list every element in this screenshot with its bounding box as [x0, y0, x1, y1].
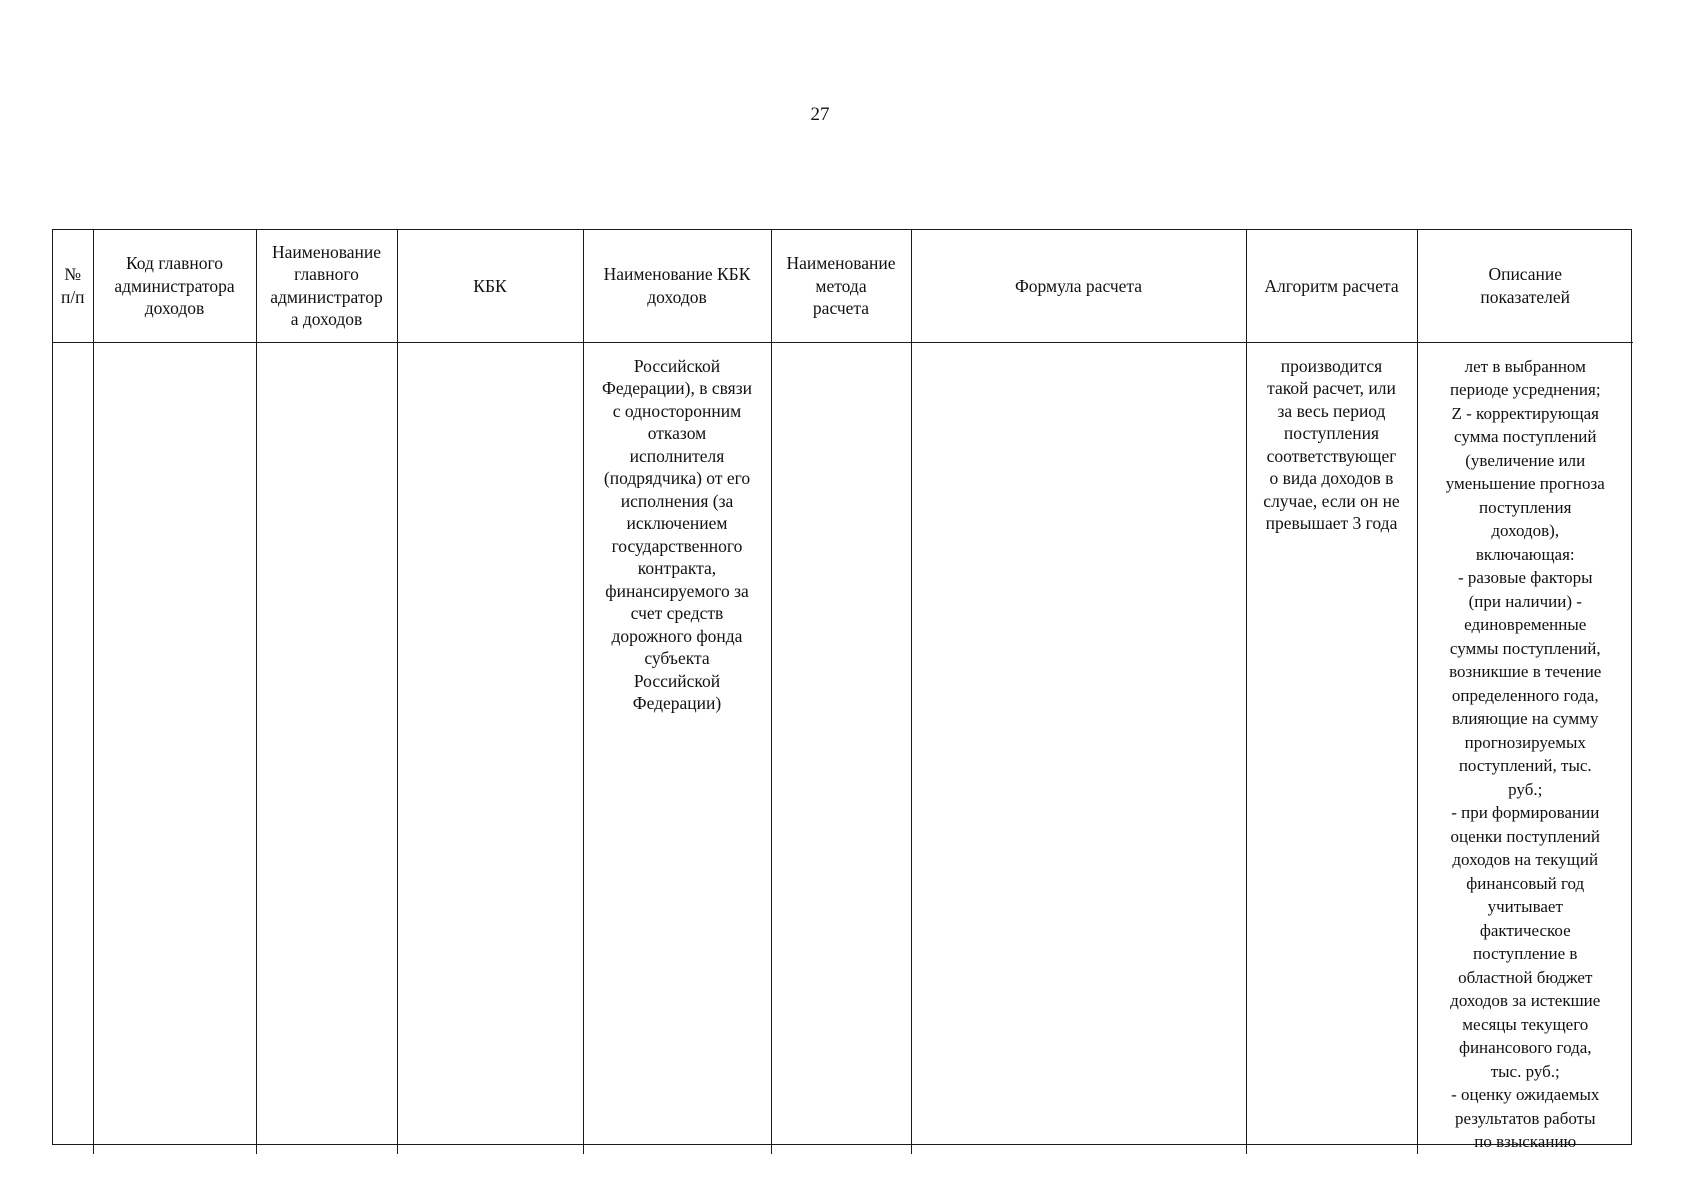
- header-algorithm-text: Алгоритм расчета: [1264, 275, 1399, 296]
- cell-admin-name: [256, 342, 397, 1154]
- cell-kbk-name-text: Российской Федерации), в связи с односторонним отказом исполнителя (подрядчика) от его исполнения (за исключением государственного контракта, финансируемого за счет средств дорожного фонда субъекта Российской Федерации): [602, 355, 752, 713]
- table: [53, 230, 1633, 1154]
- page-number: 27: [810, 104, 830, 125]
- cell-description-text: лет в выбранном периоде усреднения; Z - корректирующая сумма поступлений (увеличение или уменьшение прогноза поступления доходов), включающая: - разовые факторы (при наличии) - единовременные суммы поступлений, возникшие в течение определенного года, влияющие на сумму прогнозируемых поступлений, тыс. руб.; - при формировании оценки поступлений доходов на текущий финансовый год учитывает фактическое поступление в областной бюджет доходов за истекшие месяцы текущего финансового года, тыс. руб.; - оценку ожидаемых результатов работы по взысканию: [1445, 356, 1605, 1151]
- revenue-method-table: [52, 229, 1632, 1151]
- header-description: [1417, 230, 1633, 342]
- header-admin-name: [256, 230, 397, 342]
- header-kbk-name: [583, 230, 771, 342]
- cell-kbk-name: [583, 342, 771, 1154]
- header-method-name-text: Наименование метода расчета: [786, 253, 896, 318]
- cell-kbk: [397, 342, 583, 1154]
- cell-num: [53, 342, 93, 1154]
- header-admin-code-text: Код главного администратора доходов: [114, 253, 235, 318]
- header-formula: [911, 230, 1246, 342]
- header-admin-name-text: Наименование главного администратор а доходов: [270, 241, 383, 330]
- cell-algorithm-text: производится такой расчет, или за весь период поступления соответствующег о вида доходов в случае, если он не превышает 3 года: [1263, 355, 1400, 533]
- header-admin-code: [93, 230, 256, 342]
- header-kbk: [397, 230, 583, 342]
- cell-admin-code: [93, 342, 256, 1154]
- table-row: [53, 342, 1633, 1154]
- header-row: [53, 230, 1633, 342]
- cell-algorithm: [1246, 342, 1417, 1154]
- cell-description: [1417, 342, 1633, 1154]
- header-algorithm: [1246, 230, 1417, 342]
- header-kbk-name-text: Наименование КБК доходов: [603, 264, 751, 307]
- header-formula-text: Формула расчета: [1014, 275, 1143, 296]
- header-description-text: Описание показателей: [1480, 264, 1571, 307]
- header-num: [53, 230, 93, 342]
- cell-method-name: [771, 342, 911, 1154]
- header-kbk-text: КБК: [473, 275, 507, 296]
- cell-formula: [911, 342, 1246, 1154]
- header-method-name: [771, 230, 911, 342]
- header-num-text: № п/п: [60, 264, 85, 307]
